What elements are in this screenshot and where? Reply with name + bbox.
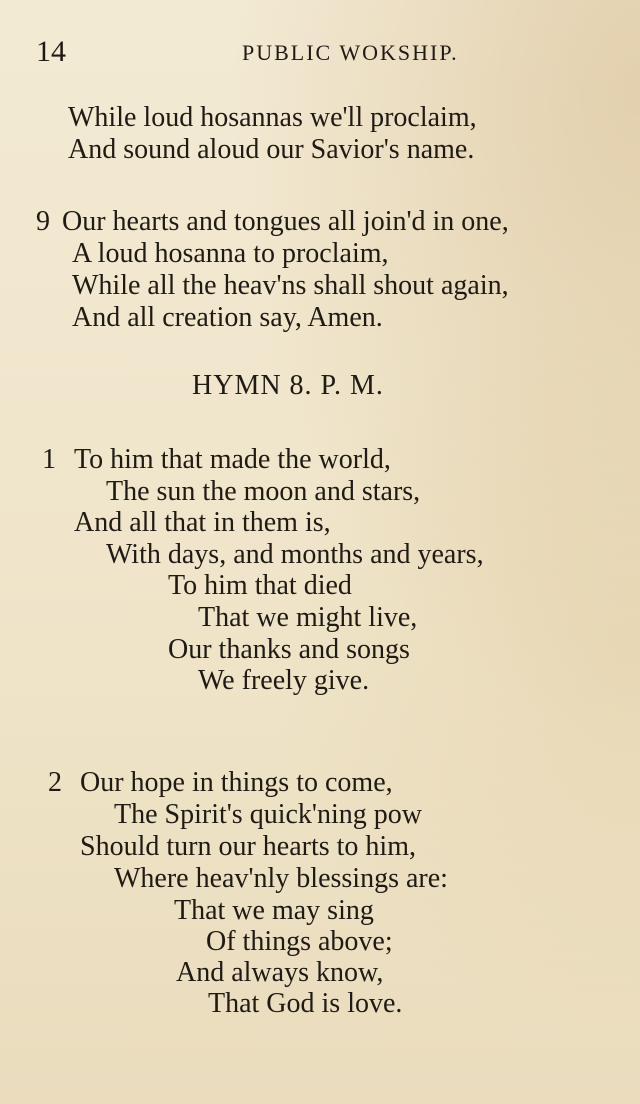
verse-line: To him that made the world, bbox=[74, 444, 391, 475]
verse-line: A loud hosanna to proclaim, bbox=[72, 238, 389, 269]
verse-line: That God is love. bbox=[208, 988, 403, 1019]
verse-line: Of things above; bbox=[206, 926, 393, 957]
hymn-title: HYMN 8. P. M. bbox=[192, 370, 384, 401]
page-number: 14 bbox=[36, 35, 66, 68]
verse-line: The sun the moon and stars, bbox=[106, 476, 421, 507]
verse-line: That we might live, bbox=[198, 602, 418, 633]
verse-line: And always know, bbox=[176, 957, 384, 988]
verse-line: Our hope in things to come, bbox=[80, 767, 393, 798]
verse-line: And all creation say, Amen. bbox=[72, 302, 383, 333]
verse-line: With days, and months and years, bbox=[106, 539, 484, 570]
verse-line: Should turn our hearts to him, bbox=[80, 831, 416, 862]
verse-line: The Spirit's quick'ning pow bbox=[114, 799, 422, 830]
running-head: PUBLIC WOKSHIP. bbox=[242, 40, 459, 65]
verse-line: That we may sing bbox=[174, 895, 374, 926]
verse-line: Our hearts and tongues all join'd in one, bbox=[62, 206, 509, 237]
verse-line: To him that died bbox=[168, 570, 352, 601]
verse-line: Our thanks and songs bbox=[168, 634, 410, 665]
page-header bbox=[36, 34, 600, 74]
stanza-number: 9 bbox=[36, 206, 50, 237]
verse-line: And all that in them is, bbox=[74, 507, 331, 538]
verse-line: We freely give. bbox=[198, 665, 370, 696]
stanza-number: 2 bbox=[48, 767, 62, 798]
verse-line: Where heav'nly blessings are: bbox=[114, 863, 448, 894]
verse-line: While all the heav'ns shall shout again, bbox=[72, 270, 509, 301]
stanza-number: 1 bbox=[42, 444, 56, 475]
verse-line: While loud hosannas we'll proclaim, bbox=[68, 102, 477, 133]
verse-line: And sound aloud our Savior's name. bbox=[68, 134, 475, 165]
